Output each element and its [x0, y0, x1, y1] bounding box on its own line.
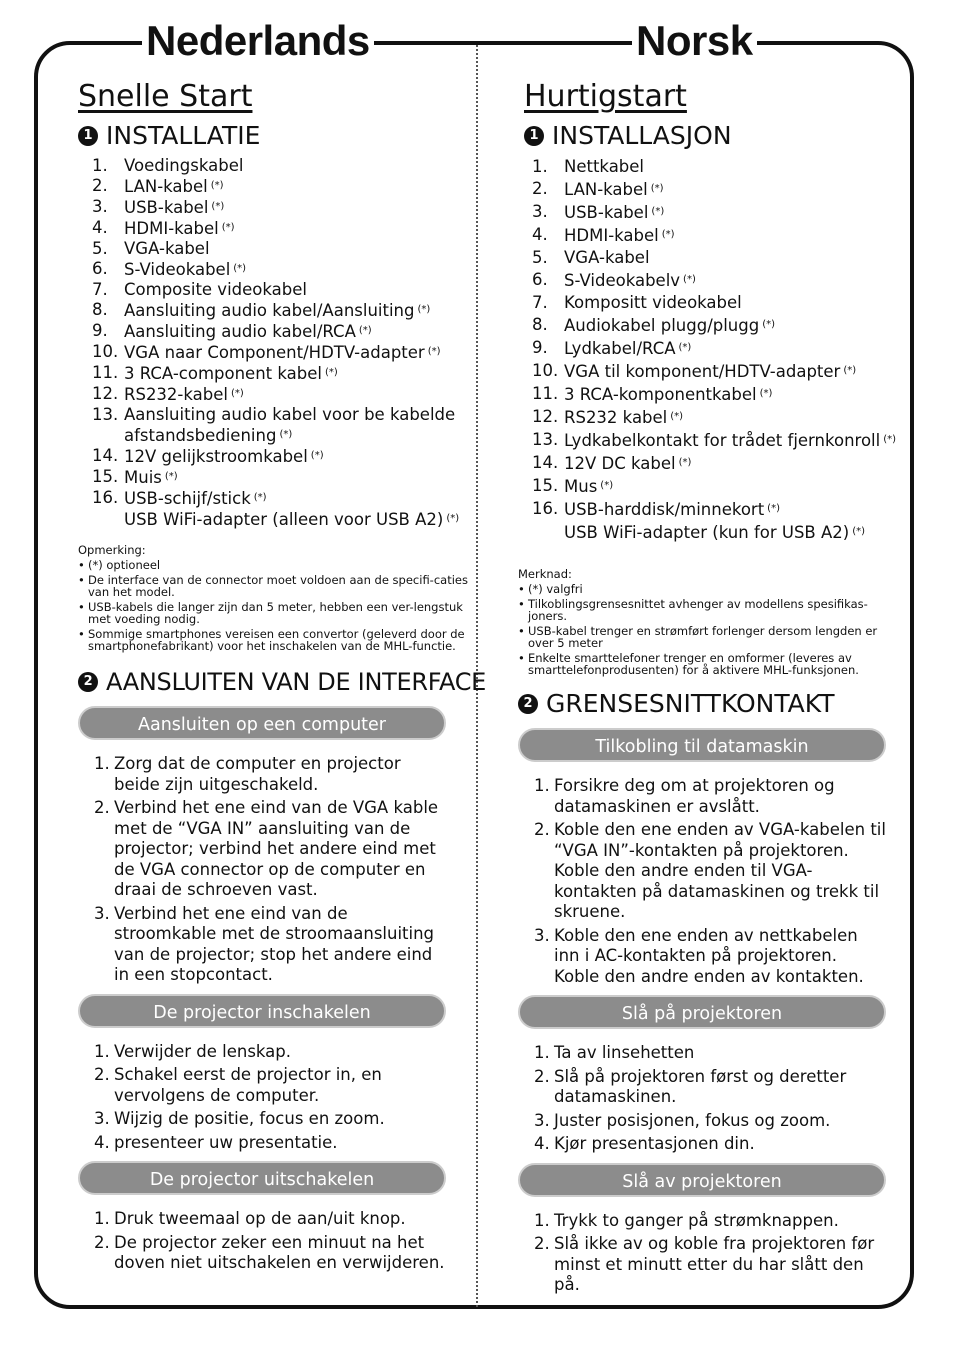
step-item: [94, 1065, 446, 1106]
item-number: 15.: [92, 467, 119, 486]
step-text: Verwijder de lenskap.: [114, 1041, 292, 1061]
step-text: presenteer uw presentatie.: [114, 1132, 338, 1152]
item-text: [564, 224, 908, 247]
parts-list-item: [532, 314, 908, 337]
step-item: [534, 820, 886, 923]
item-text: [564, 314, 908, 337]
notes-block: [78, 544, 472, 652]
step-text: Slå på projektoren først og deretter datamaskinen.: [554, 1066, 847, 1106]
item-text: [124, 239, 474, 259]
parts-list-item: [92, 342, 474, 363]
item-label: VGA-kabel: [124, 239, 210, 258]
parts-list-item: [532, 360, 908, 383]
item-number: 3.: [92, 197, 108, 216]
optional-marker: (*): [683, 274, 696, 285]
item-text: [564, 475, 908, 498]
item-text: [124, 405, 474, 446]
step-number: 1.: [94, 754, 110, 773]
item-number: 8.: [92, 300, 108, 319]
section-number-badge: 1: [78, 126, 98, 146]
item-number: 10.: [532, 361, 559, 380]
optional-marker: (*): [230, 388, 244, 399]
parts-list-item: [92, 176, 474, 197]
item-label: Aansluiting audio kabel/RCA: [124, 322, 356, 341]
note-item: • USB-kabel trenger en strømført forlenger dersom lengden er over 5 meter: [518, 625, 902, 649]
parts-list-item: [92, 197, 474, 218]
language-heading-nederlands: Nederlands: [142, 16, 374, 66]
item-text: [124, 156, 474, 176]
step-number: 3.: [534, 925, 550, 945]
item-number: 5.: [532, 248, 548, 267]
step-item: [94, 798, 446, 901]
optional-marker: (*): [253, 492, 267, 503]
section-title: INSTALLATIE: [106, 121, 261, 150]
item-number: 2.: [92, 176, 108, 195]
optional-marker: (*): [651, 206, 665, 217]
step-text: Forsikre deg om at projektoren og datamaskinen er avslått.: [554, 776, 835, 816]
step-item: [534, 1111, 886, 1132]
note-item: • Enkelte smarttelefoner trenger en omformer (leveres av smarttelefonprodusenten) for å aktivere MHL-funksjonen.: [518, 652, 902, 676]
section-title: GRENSESNITTKONTAKT: [546, 689, 835, 718]
subsection-banner: De projector uitschakelen: [78, 1161, 446, 1195]
optional-marker: (*): [600, 480, 614, 491]
notes-list: [78, 559, 472, 652]
item-number: 9.: [92, 321, 108, 340]
optional-marker: (*): [233, 263, 247, 274]
steps-list: [518, 1211, 886, 1296]
optional-marker: (*): [164, 471, 178, 482]
section-title: INSTALLASJON: [552, 121, 732, 150]
step-number: 2.: [534, 1066, 550, 1086]
step-text: Koble den ene enden av nettkabelen inn i AC-kontakten på projektoren. Koble den andre enden av kontakten.: [554, 925, 864, 986]
parts-list-item: [532, 406, 908, 429]
item-label: HDMI-kabel: [124, 219, 219, 238]
optional-marker: (*): [678, 342, 692, 353]
parts-list: [518, 156, 908, 544]
parts-list-item: [92, 280, 474, 300]
parts-list-item: [532, 224, 908, 247]
step-number: 3.: [94, 903, 110, 923]
step-text: Trykk to ganger på strømknappen.: [554, 1210, 839, 1230]
item-number: 7.: [92, 280, 108, 299]
note-item: • (*) valgfri: [518, 583, 902, 595]
parts-list-item: [532, 156, 908, 178]
item-label: Aansluiting audio kabel/Aansluiting: [124, 301, 415, 320]
step-text: Ta av linsehetten: [554, 1043, 695, 1062]
parts-list-item: [532, 475, 908, 498]
item-number: 1.: [532, 157, 548, 176]
optional-marker: (*): [759, 388, 773, 399]
item-text: [124, 300, 474, 321]
item-text: [564, 452, 908, 475]
steps-list: [518, 776, 886, 987]
parts-list-item: [532, 247, 908, 269]
item-label: USB-kabel: [124, 198, 209, 217]
item-text: [124, 197, 474, 218]
step-number: 1.: [534, 1043, 550, 1062]
item-number: 11.: [532, 384, 559, 403]
item-text: [564, 383, 908, 406]
item-number: 5.: [92, 239, 108, 258]
parts-list-item: [92, 405, 474, 446]
subsection-banner: Slå av projektoren: [518, 1163, 886, 1197]
item-text: [564, 360, 908, 383]
item-label: Voedingskabel: [124, 156, 244, 175]
step-text: De projector zeker een minuut na het doven niet uitschakelen en verwijderen.: [114, 1232, 445, 1272]
item-label: USB-harddisk/minnekort: [564, 500, 765, 519]
optional-marker: (*): [843, 365, 857, 376]
parts-list-item: [92, 467, 474, 488]
interface-subsections: [78, 706, 446, 1274]
item-text: [124, 467, 474, 488]
optional-marker: (*): [762, 319, 776, 330]
subsection-banner: Slå på projektoren: [518, 995, 886, 1029]
item-number: 14.: [532, 453, 559, 472]
step-number: 1.: [94, 1209, 110, 1228]
quick-start-title: Snelle Start: [78, 79, 253, 114]
item-text: [124, 280, 474, 300]
column-nederlands: [78, 78, 487, 1277]
item-sublabel: USB WiFi-adapter (kun for USB A2): [564, 523, 850, 542]
parts-list-item: [92, 446, 474, 467]
step-text: Verbind het ene eind van de VGA kable met de “VGA IN” aansluiting van de projector; verbind het andere eind met de VGA connector op de computer en draai de schroeven vast.: [114, 798, 439, 899]
step-number: 1.: [94, 1041, 110, 1061]
quick-start-title: Hurtigstart: [524, 79, 687, 114]
parts-list-item: [532, 429, 908, 452]
item-number: 15.: [532, 476, 559, 495]
item-label: Nettkabel: [564, 157, 645, 176]
step-item: [94, 1133, 446, 1154]
item-text: [124, 384, 474, 405]
item-number: 7.: [532, 293, 548, 312]
item-text: [564, 156, 908, 178]
step-number: 2.: [94, 1232, 110, 1252]
item-number: 16.: [532, 499, 559, 518]
item-text: [564, 178, 908, 201]
item-label: 3 RCA-komponentkabel: [564, 385, 757, 404]
item-text: [124, 259, 474, 280]
item-text: [564, 269, 908, 292]
item-label: Lydkabelkontakt for trådet fjernkonroll: [564, 431, 881, 450]
parts-list-item: [532, 292, 908, 314]
step-item: [94, 1233, 446, 1274]
item-text: [564, 429, 908, 452]
optional-marker: (*): [852, 526, 866, 537]
step-item: [534, 1234, 886, 1296]
parts-list-item: [532, 498, 908, 544]
item-text: [124, 363, 474, 384]
steps-list: [78, 754, 446, 986]
step-item: [534, 1043, 886, 1064]
item-number: 4.: [92, 218, 108, 237]
step-number: 2.: [534, 1234, 550, 1253]
item-label: VGA naar Component/HDTV-adapter: [124, 343, 425, 362]
parts-list-item: [532, 383, 908, 406]
parts-list-item: [92, 488, 474, 530]
parts-list-item: [532, 201, 908, 224]
parts-list-item: [92, 300, 474, 321]
item-label: 12V DC kabel: [564, 454, 676, 473]
step-text: Wijzig de positie, focus en zoom.: [114, 1109, 385, 1128]
section-installation-heading: [524, 120, 908, 152]
item-label: Mus: [564, 477, 598, 496]
item-label: Muis: [124, 468, 162, 487]
section-number-badge: 2: [78, 672, 98, 692]
item-number: 14.: [92, 446, 119, 465]
step-text: Druk tweemaal op de aan/uit knop.: [114, 1209, 406, 1228]
parts-list-item: [92, 321, 474, 342]
item-text: [124, 176, 474, 197]
item-number: 9.: [532, 338, 548, 357]
item-text: [564, 292, 908, 314]
item-number: 4.: [532, 225, 548, 244]
item-sublabel: USB WiFi-adapter (alleen voor USB A2): [124, 510, 444, 529]
step-item: [534, 776, 886, 817]
item-number: 2.: [532, 179, 548, 198]
item-label: S-Videokabel: [124, 260, 231, 279]
item-number: 13.: [532, 430, 559, 449]
parts-list-item: [92, 156, 474, 176]
item-label: HDMI-kabel: [564, 226, 659, 245]
parts-list-item: [92, 218, 474, 239]
step-item: [94, 1109, 446, 1130]
step-text: Kjør presentasjonen din.: [554, 1134, 755, 1153]
section-interface-heading: [78, 666, 487, 698]
item-number: 1.: [92, 156, 108, 175]
optional-marker: (*): [446, 513, 460, 524]
item-number: 3.: [532, 202, 548, 221]
step-number: 3.: [534, 1110, 550, 1130]
item-label: 12V gelijkstroomkabel: [124, 447, 308, 466]
step-item: [534, 1067, 886, 1108]
note-item: • USB-kabels die langer zijn dan 5 meter, hebben een ver-lengstuk met voeding nodig.: [78, 601, 472, 625]
section-installation-heading: [78, 120, 474, 152]
notes-heading: Merknad:: [518, 567, 572, 581]
section-number-badge: 2: [518, 694, 538, 714]
step-text: Koble den ene enden av VGA-kabelen til “VGA IN”-kontakten på projektoren. Koble den andre enden til VGA-kontakten på datamaskinen og trekk til skruene.: [554, 820, 886, 921]
item-text: [124, 488, 474, 530]
step-number: 3.: [94, 1109, 110, 1128]
item-number: 6.: [92, 259, 108, 278]
item-text: [564, 247, 908, 269]
item-text: [124, 446, 474, 467]
optional-marker: (*): [310, 450, 324, 461]
parts-list-item: [92, 384, 474, 405]
item-label: 3 RCA-component kabel: [124, 364, 322, 383]
item-number: 10.: [92, 342, 119, 361]
section-number-badge: 1: [524, 126, 544, 146]
step-item: [534, 1134, 886, 1155]
step-number: 2.: [534, 820, 550, 839]
subsection-banner: De projector inschakelen: [78, 994, 446, 1028]
item-number: 13.: [92, 405, 119, 424]
optional-marker: (*): [427, 346, 441, 357]
item-label: Aansluiting audio kabel voor be kabelde afstandsbediening: [124, 405, 456, 445]
parts-list-item: [92, 259, 474, 280]
optional-marker: (*): [358, 325, 372, 336]
item-label: USB-schijf/stick: [124, 489, 251, 508]
step-item: [94, 1209, 446, 1230]
step-number: 2.: [94, 1065, 110, 1084]
notes-heading: Opmerking:: [78, 543, 146, 557]
steps-list: [78, 1209, 446, 1274]
item-label: RS232-kabel: [124, 385, 228, 404]
step-item: [94, 754, 446, 795]
parts-list-item: [532, 269, 908, 292]
item-number: 12.: [92, 384, 119, 403]
item-text: [564, 201, 908, 224]
optional-marker: (*): [661, 229, 675, 240]
step-text: Slå ikke av og koble fra projektoren før minst et minutt etter du har slått den på.: [554, 1234, 875, 1294]
optional-marker: (*): [210, 180, 224, 191]
optional-marker: (*): [883, 434, 897, 445]
item-text: [124, 342, 474, 363]
subsection-banner: Aansluiten op een computer: [78, 706, 446, 740]
item-number: 12.: [532, 407, 559, 426]
step-number: 1.: [534, 1210, 550, 1230]
step-item: [534, 1211, 886, 1232]
item-label: Lydkabel/RCA: [564, 339, 676, 358]
step-number: 4.: [534, 1134, 550, 1153]
subsection-banner: Tilkobling til datamaskin: [518, 728, 886, 762]
steps-list: [78, 1042, 446, 1154]
item-label: VGA til komponent/HDTV-adapter: [564, 362, 841, 381]
optional-marker: (*): [417, 304, 431, 315]
item-label: LAN-kabel: [564, 180, 648, 199]
steps-list: [518, 1043, 886, 1155]
item-text: [564, 498, 908, 544]
item-label: LAN-kabel: [124, 177, 208, 196]
optional-marker: (*): [650, 183, 664, 194]
step-number: 4.: [94, 1132, 110, 1152]
notes-list: [518, 583, 902, 676]
language-heading-norsk: Norsk: [632, 16, 757, 66]
parts-list-item: [92, 363, 474, 384]
interface-subsections: [518, 728, 886, 1296]
optional-marker: (*): [767, 503, 780, 514]
section-interface-heading: [518, 688, 908, 720]
item-number: 6.: [532, 270, 548, 289]
item-number: 11.: [92, 363, 119, 382]
step-item: [94, 904, 446, 986]
step-text: Zorg dat de computer en projector beide zijn uitgeschakeld.: [114, 754, 401, 794]
step-text: Schakel eerst de projector in, en vervolgens de computer.: [114, 1065, 382, 1105]
item-label: Composite videokabel: [124, 280, 307, 299]
optional-marker: (*): [211, 201, 225, 212]
parts-list-item: [532, 452, 908, 475]
parts-list-item: [92, 239, 474, 259]
note-item: • De interface van de connector moet voldoen aan de specifi-caties van het model.: [78, 574, 472, 598]
parts-list-item: [532, 337, 908, 360]
item-label: VGA-kabel: [564, 248, 650, 267]
item-label: Audiokabel plugg/plugg: [564, 316, 760, 335]
item-label: Kompositt videokabel: [564, 293, 742, 312]
step-number: 1.: [534, 776, 550, 795]
item-label: USB-kabel: [564, 203, 649, 222]
parts-list-item: [532, 178, 908, 201]
step-number: 2.: [94, 798, 110, 817]
section-title: AANSLUITEN VAN DE INTERFACE: [106, 668, 487, 696]
notes-block: [518, 568, 902, 676]
note-item: • Tilkoblingsgrensesnittet avhenger av modellens spesifikas-joners.: [518, 598, 902, 622]
column-norsk: [518, 78, 908, 1299]
note-item: • (*) optioneel: [78, 559, 472, 571]
note-item: • Sommige smartphones vereisen een convertor (geleverd door de smartphonefabrikant) voor het inschakelen van de MHL-functie.: [78, 628, 472, 652]
item-text: [124, 321, 474, 342]
item-text: [564, 337, 908, 360]
optional-marker: (*): [670, 411, 684, 422]
optional-marker: (*): [221, 222, 235, 233]
item-label: S-Videokabelv: [564, 271, 681, 290]
step-item: [94, 1042, 446, 1063]
step-text: Juster posisjonen, fokus og zoom.: [554, 1110, 831, 1130]
step-text: Verbind het ene eind van de stroomkable met de stroomaansluiting van de projector; stop het andere eind in een stopcontact.: [114, 903, 435, 984]
step-item: [534, 926, 886, 988]
parts-list: [78, 156, 474, 530]
optional-marker: (*): [678, 457, 692, 468]
item-number: 8.: [532, 315, 548, 334]
item-number: 16.: [92, 488, 119, 507]
item-label: RS232 kabel: [564, 408, 668, 427]
item-text: [564, 406, 908, 429]
item-text: [124, 218, 474, 239]
optional-marker: (*): [279, 429, 293, 440]
optional-marker: (*): [324, 367, 338, 378]
